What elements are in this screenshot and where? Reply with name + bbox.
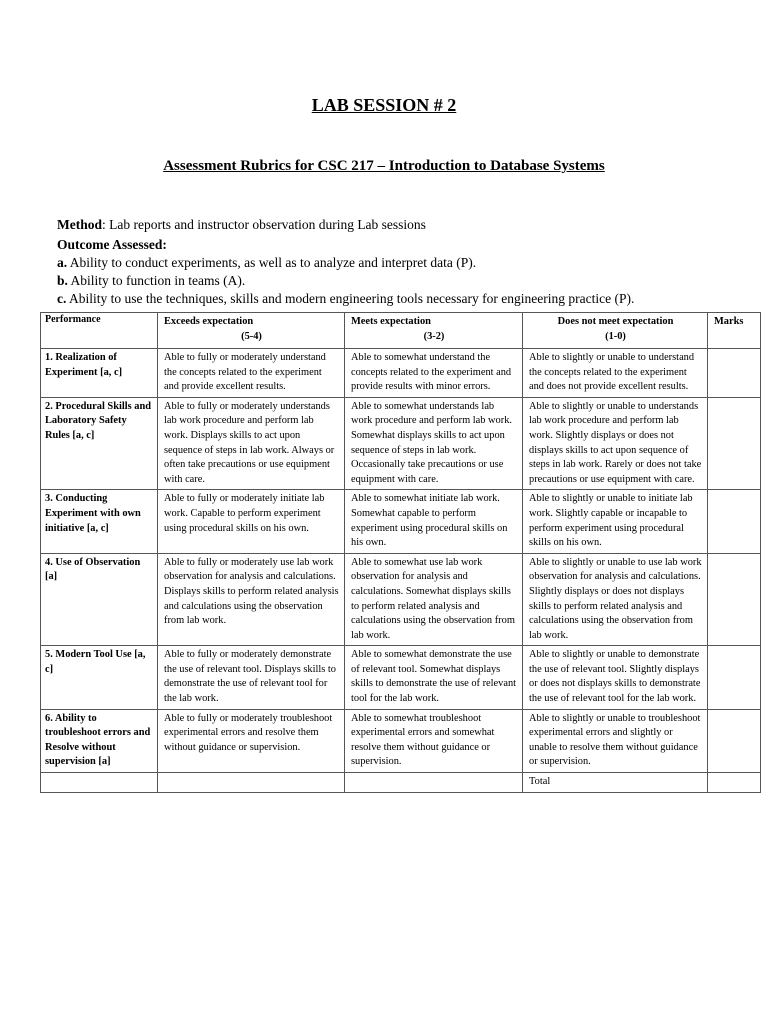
header-exceeds	[158, 313, 345, 349]
not-meet-cell: Able to slightly or unable to demonstrate the use of relevant tool. Slightly displays or does not displays skills to demonstrate the use of relevant tool for the lab work.	[523, 646, 708, 709]
outcome-letter: c.	[57, 291, 67, 306]
table-row	[41, 397, 761, 490]
outcome-section	[57, 236, 634, 308]
rubric-table	[40, 312, 761, 793]
outcome-letter: a.	[57, 255, 68, 270]
header-meets-label: Meets expectation	[351, 316, 431, 327]
table-row	[41, 553, 761, 646]
header-exceeds-label: Exceeds expectation	[164, 316, 254, 327]
meets-cell: Able to somewhat demonstrate the use of relevant tool. Somewhat displays skills to demonstrate the use of relevant tool for the lab work.	[345, 646, 523, 709]
exceeds-cell: Able to fully or moderately understand the concepts related to the experiment and provide excellent results.	[158, 349, 345, 398]
outcome-text: Ability to use the techniques, skills and modern engineering tools necessary for engineering practice (P).	[66, 291, 635, 306]
empty-cell	[158, 773, 345, 793]
criterion-cell: 4. Use of Observation [a]	[41, 553, 158, 646]
table-row	[41, 709, 761, 772]
marks-cell[interactable]	[708, 553, 761, 646]
criterion-cell: 3. Conducting Experiment with own initiative [a, c]	[41, 490, 158, 553]
meets-cell: Able to somewhat initiate lab work. Somewhat capable to perform experiment using procedural skills on his own.	[345, 490, 523, 553]
exceeds-cell: Able to fully or moderately initiate lab work. Capable to perform experiment using procedural skills on his own.	[158, 490, 345, 553]
criterion-cell: 1. Realization of Experiment [a, c]	[41, 349, 158, 398]
marks-cell[interactable]	[708, 490, 761, 553]
exceeds-cell: Able to fully or moderately understands lab work procedure and perform lab work. Displays skills to act upon sequence of steps in lab work. Always or often take precautions or use equipment with care.	[158, 397, 345, 490]
outcome-item-b	[57, 272, 634, 290]
meets-cell: Able to somewhat understand the concepts related to the experiment and provide results with minor errors.	[345, 349, 523, 398]
exceeds-cell: Able to fully or moderately troubleshoot experimental errors and resolve them without guidance or supervision.	[158, 709, 345, 772]
total-marks-cell[interactable]	[708, 773, 761, 793]
table-row	[41, 646, 761, 709]
table-row	[41, 490, 761, 553]
outcome-letter: b.	[57, 273, 68, 288]
method-text: : Lab reports and instructor observation during Lab sessions	[102, 217, 426, 232]
table-row	[41, 349, 761, 398]
header-meets-range: (3-2)	[423, 330, 445, 342]
header-marks: Marks	[708, 313, 761, 349]
meets-cell: Able to somewhat troubleshoot experimental errors and somewhat resolve them without guidance or supervision.	[345, 709, 523, 772]
page-title: LAB SESSION # 2	[311, 95, 457, 115]
header-meets	[345, 313, 523, 349]
outcome-text: Ability to conduct experiments, as well as to analyze and interpret data (P).	[67, 255, 477, 270]
header-not-meet-range: (1-0)	[605, 330, 626, 342]
method-line	[57, 217, 426, 233]
marks-cell[interactable]	[708, 646, 761, 709]
meets-cell: Able to somewhat use lab work observation for analysis and calculations. Somewhat displays skills to perform related analysis and calculations using the observation from lab work.	[345, 553, 523, 646]
outcome-item-a	[57, 254, 634, 272]
method-label: Method	[57, 217, 102, 232]
not-meet-cell: Able to slightly or unable to troubleshoot experimental errors and slightly or unable to resolve them without guidance or supervision.	[523, 709, 708, 772]
exceeds-cell: Able to fully or moderately use lab work observation for analysis and calculations. Displays skills to perform related analysis and calculations using the observation from lab work.	[158, 553, 345, 646]
header-not-meet	[523, 313, 708, 349]
total-row	[41, 773, 761, 793]
criterion-cell: 2. Procedural Skills and Laboratory Safety Rules [a, c]	[41, 397, 158, 490]
empty-cell	[345, 773, 523, 793]
not-meet-cell: Able to slightly or unable to initiate lab work. Slightly capable or incapable to perform experiment using procedural skills on his own.	[523, 490, 708, 553]
meets-cell: Able to somewhat understands lab work procedure and perform lab work. Somewhat displays skills to act upon sequence of steps in lab work. Occasionally take precautions or use equipment with care.	[345, 397, 523, 490]
empty-cell	[41, 773, 158, 793]
outcome-text: Ability to function in teams (A).	[67, 273, 246, 288]
criterion-cell: 6. Ability to troubleshoot errors and Resolve without supervision [a]	[41, 709, 158, 772]
criterion-cell: 5. Modern Tool Use [a, c]	[41, 646, 158, 709]
header-not-meet-label: Does not meet expectation	[557, 316, 674, 327]
marks-cell[interactable]	[708, 709, 761, 772]
outcome-heading: Outcome Assessed:	[57, 237, 167, 252]
not-meet-cell: Able to slightly or unable to understand the concepts related to the experiment and does not provide excellent results.	[523, 349, 708, 398]
marks-cell[interactable]	[708, 397, 761, 490]
not-meet-cell: Able to slightly or unable to use lab work observation for analysis and calculations. Slightly displays or does not displays skills to perform related analysis and calculations using the observation from lab work.	[523, 553, 708, 646]
marks-cell[interactable]	[708, 349, 761, 398]
header-exceeds-range: (5-4)	[241, 330, 262, 342]
not-meet-cell: Able to slightly or unable to understands lab work procedure and perform lab work. Slightly displays or does not displays skills to act upon sequence of steps in lab work. Rarely or does not take precautions or use equipment with care.	[523, 397, 708, 490]
outcome-item-c	[57, 290, 634, 308]
table-header-row	[41, 313, 761, 349]
exceeds-cell: Able to fully or moderately demonstrate the use of relevant tool. Displays skills to demonstrate the use of relevant tool for the lab work.	[158, 646, 345, 709]
total-label: Total	[523, 773, 708, 793]
header-performance: Performance	[41, 313, 158, 349]
rubric-subtitle: Assessment Rubrics for CSC 217 – Introduction to Database Systems	[163, 158, 605, 174]
